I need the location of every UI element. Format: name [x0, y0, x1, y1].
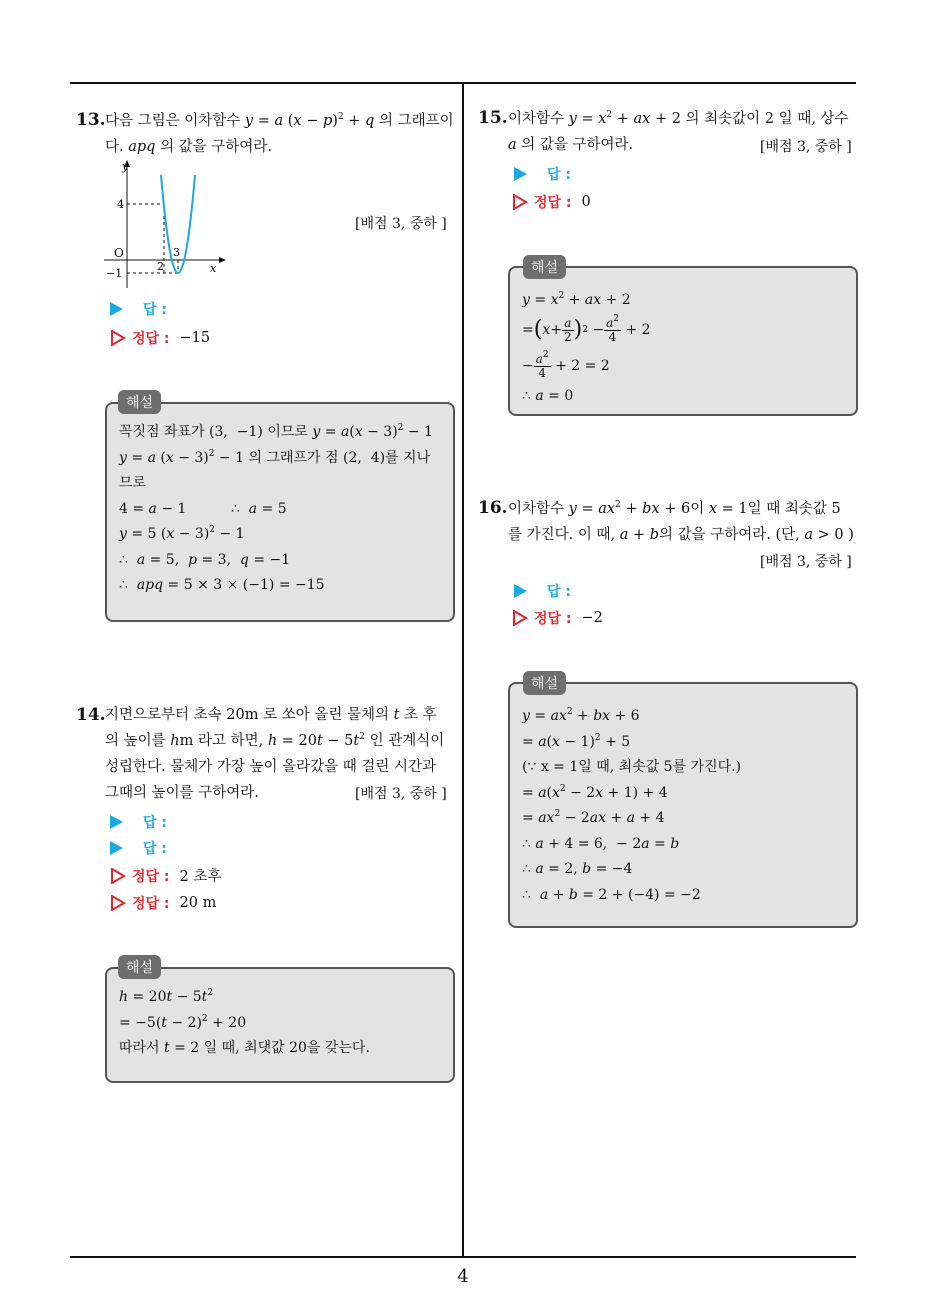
correct-answer-value: −15 [179, 330, 211, 346]
answer-row: 답 : [514, 164, 571, 184]
question-number: 15. [478, 108, 508, 128]
question-number: 14. [76, 705, 106, 725]
score-label: [배점 3, 중하 ] [760, 554, 852, 570]
outline-triangle-icon [512, 194, 528, 210]
play-triangle-icon [514, 167, 527, 181]
bottom-rule [70, 1256, 856, 1258]
solution-box [508, 682, 858, 928]
x-axis-label: x [210, 262, 217, 275]
answer-row: 답 : [110, 299, 167, 319]
solution-tag: 해설 [118, 955, 161, 979]
solution-lines: $y = ax^2$ + bx + 6 = $a(x - 1)^2 + 5$ (∵ x = 1일 때, 최솟값 5를 가진다.) = $a(x^2 - 2x + 1) + 4$ = $ax^2 - 2ax + a + 4$ ∴ a + 4 = 6, − 2a = b ∴ a = 2, b = −4 ∴ a + b = 2 + (−4) = −2 [522, 707, 742, 903]
play-triangle-icon [514, 584, 527, 598]
correct-answer-row: 정답 : −15 [110, 328, 210, 348]
outline-triangle-icon [110, 868, 126, 884]
solution-lines: $h = 20t - 5t^2$ = $-5(t - 2)^2 + 20$ 따라서 t = 2 일 때, 최댓값 20을 갖는다. [119, 988, 370, 1056]
tick-minus1-label: −1 [106, 267, 123, 280]
tick-3-label: 3 [173, 246, 180, 259]
solution-lines: 꼭짓점 좌표가 (3, −1) 이므로 $y = a(x - 3)^2 - 1$ y = a $(x - 3)^2 - 1$ 의 그래프가 점 (2, 4)를 지나 므로 4 = a − 1 ∴ a = 5 y = 5 $(x - 3)^2 - 1$ ∴ a = 5, p = 3, q = −1 ∴ apq = 5 × 3 × (−1) = −15 [119, 423, 433, 593]
correct-answer-value: 20 m [179, 895, 217, 911]
correct-answer-row: 정답 : 0 [512, 192, 591, 212]
parabola-graph [100, 158, 230, 293]
solution-tag: 해설 [523, 671, 566, 695]
solution-lines: $y = x^2$ + ax + 2 = ( x + $\frac{a}{2}$ ) 2 − $\frac{a^2}{4}$ + 2 − $\frac{a^2}{4}$ + 2 = 2 ∴ a = 0 [522, 291, 651, 404]
outline-triangle-icon [110, 895, 126, 911]
correct-answer-value: −2 [581, 610, 603, 626]
question-number: 13. [76, 110, 106, 130]
question-text: 이차함수 $y = ax^2$ + bx + 6이 x = 1일 때 최솟값 5 를 가진다. 이 때, a + b의 값을 구하여라. (단, a > 0 ) [508, 500, 854, 543]
correct-answer-row: 정답 : 2 초후 [110, 865, 221, 886]
play-triangle-icon [110, 841, 123, 855]
correct-answer-row: 정답 : 20 m [110, 893, 216, 913]
origin-label: O [114, 246, 124, 260]
score-label: [배점 3, 중하 ] [355, 786, 447, 802]
correct-answer-value: 2 초후 [179, 869, 222, 885]
outline-triangle-icon [110, 330, 126, 346]
play-triangle-icon [110, 815, 123, 829]
question-text: 다음 그림은 이차함수 y = a $(x - p)^2 + q$ 의 그래프이 다. apq 의 값을 구하여라. [105, 112, 454, 155]
score-label: [배점 3, 중하 ] [760, 139, 852, 155]
answer-row: 답 : [514, 581, 571, 601]
solution-box [508, 266, 858, 416]
question-number: 16. [478, 498, 508, 518]
solution-tag: 해설 [118, 390, 161, 414]
answer-row: 답 : [110, 838, 167, 858]
question-text: 이차함수 $y = x^2$ + ax + 2 의 최솟값이 2 일 때, 상수 a 의 값을 구하여라. [508, 110, 849, 153]
tick-2-label: 2 [157, 260, 164, 273]
column-divider [462, 83, 464, 1258]
correct-answer-row: 정답 : −2 [512, 608, 603, 628]
outline-triangle-icon [512, 610, 528, 626]
answer-row: 답 : [110, 812, 167, 832]
tick-4-label: 4 [117, 198, 124, 211]
y-axis-label: y [122, 160, 129, 173]
page-number: 4 [457, 1266, 469, 1287]
solution-box [105, 402, 455, 622]
score-label: [배점 3, 중하 ] [355, 216, 447, 232]
correct-answer-value: 0 [581, 194, 591, 210]
question-text: 지면으로부터 초속 20m 로 쏘아 올린 물체의 t 초 후 의 높이를 hm 라고 하면, $h = 20t - 5t^2$ 인 관계식이 성립한다. 물체가 가장 높이 올라갔을 때 걸린 시간과 그때의 높이를 구하여라. [105, 707, 445, 801]
solution-tag: 해설 [523, 255, 566, 279]
solution-box [105, 967, 455, 1083]
play-triangle-icon [110, 302, 123, 316]
